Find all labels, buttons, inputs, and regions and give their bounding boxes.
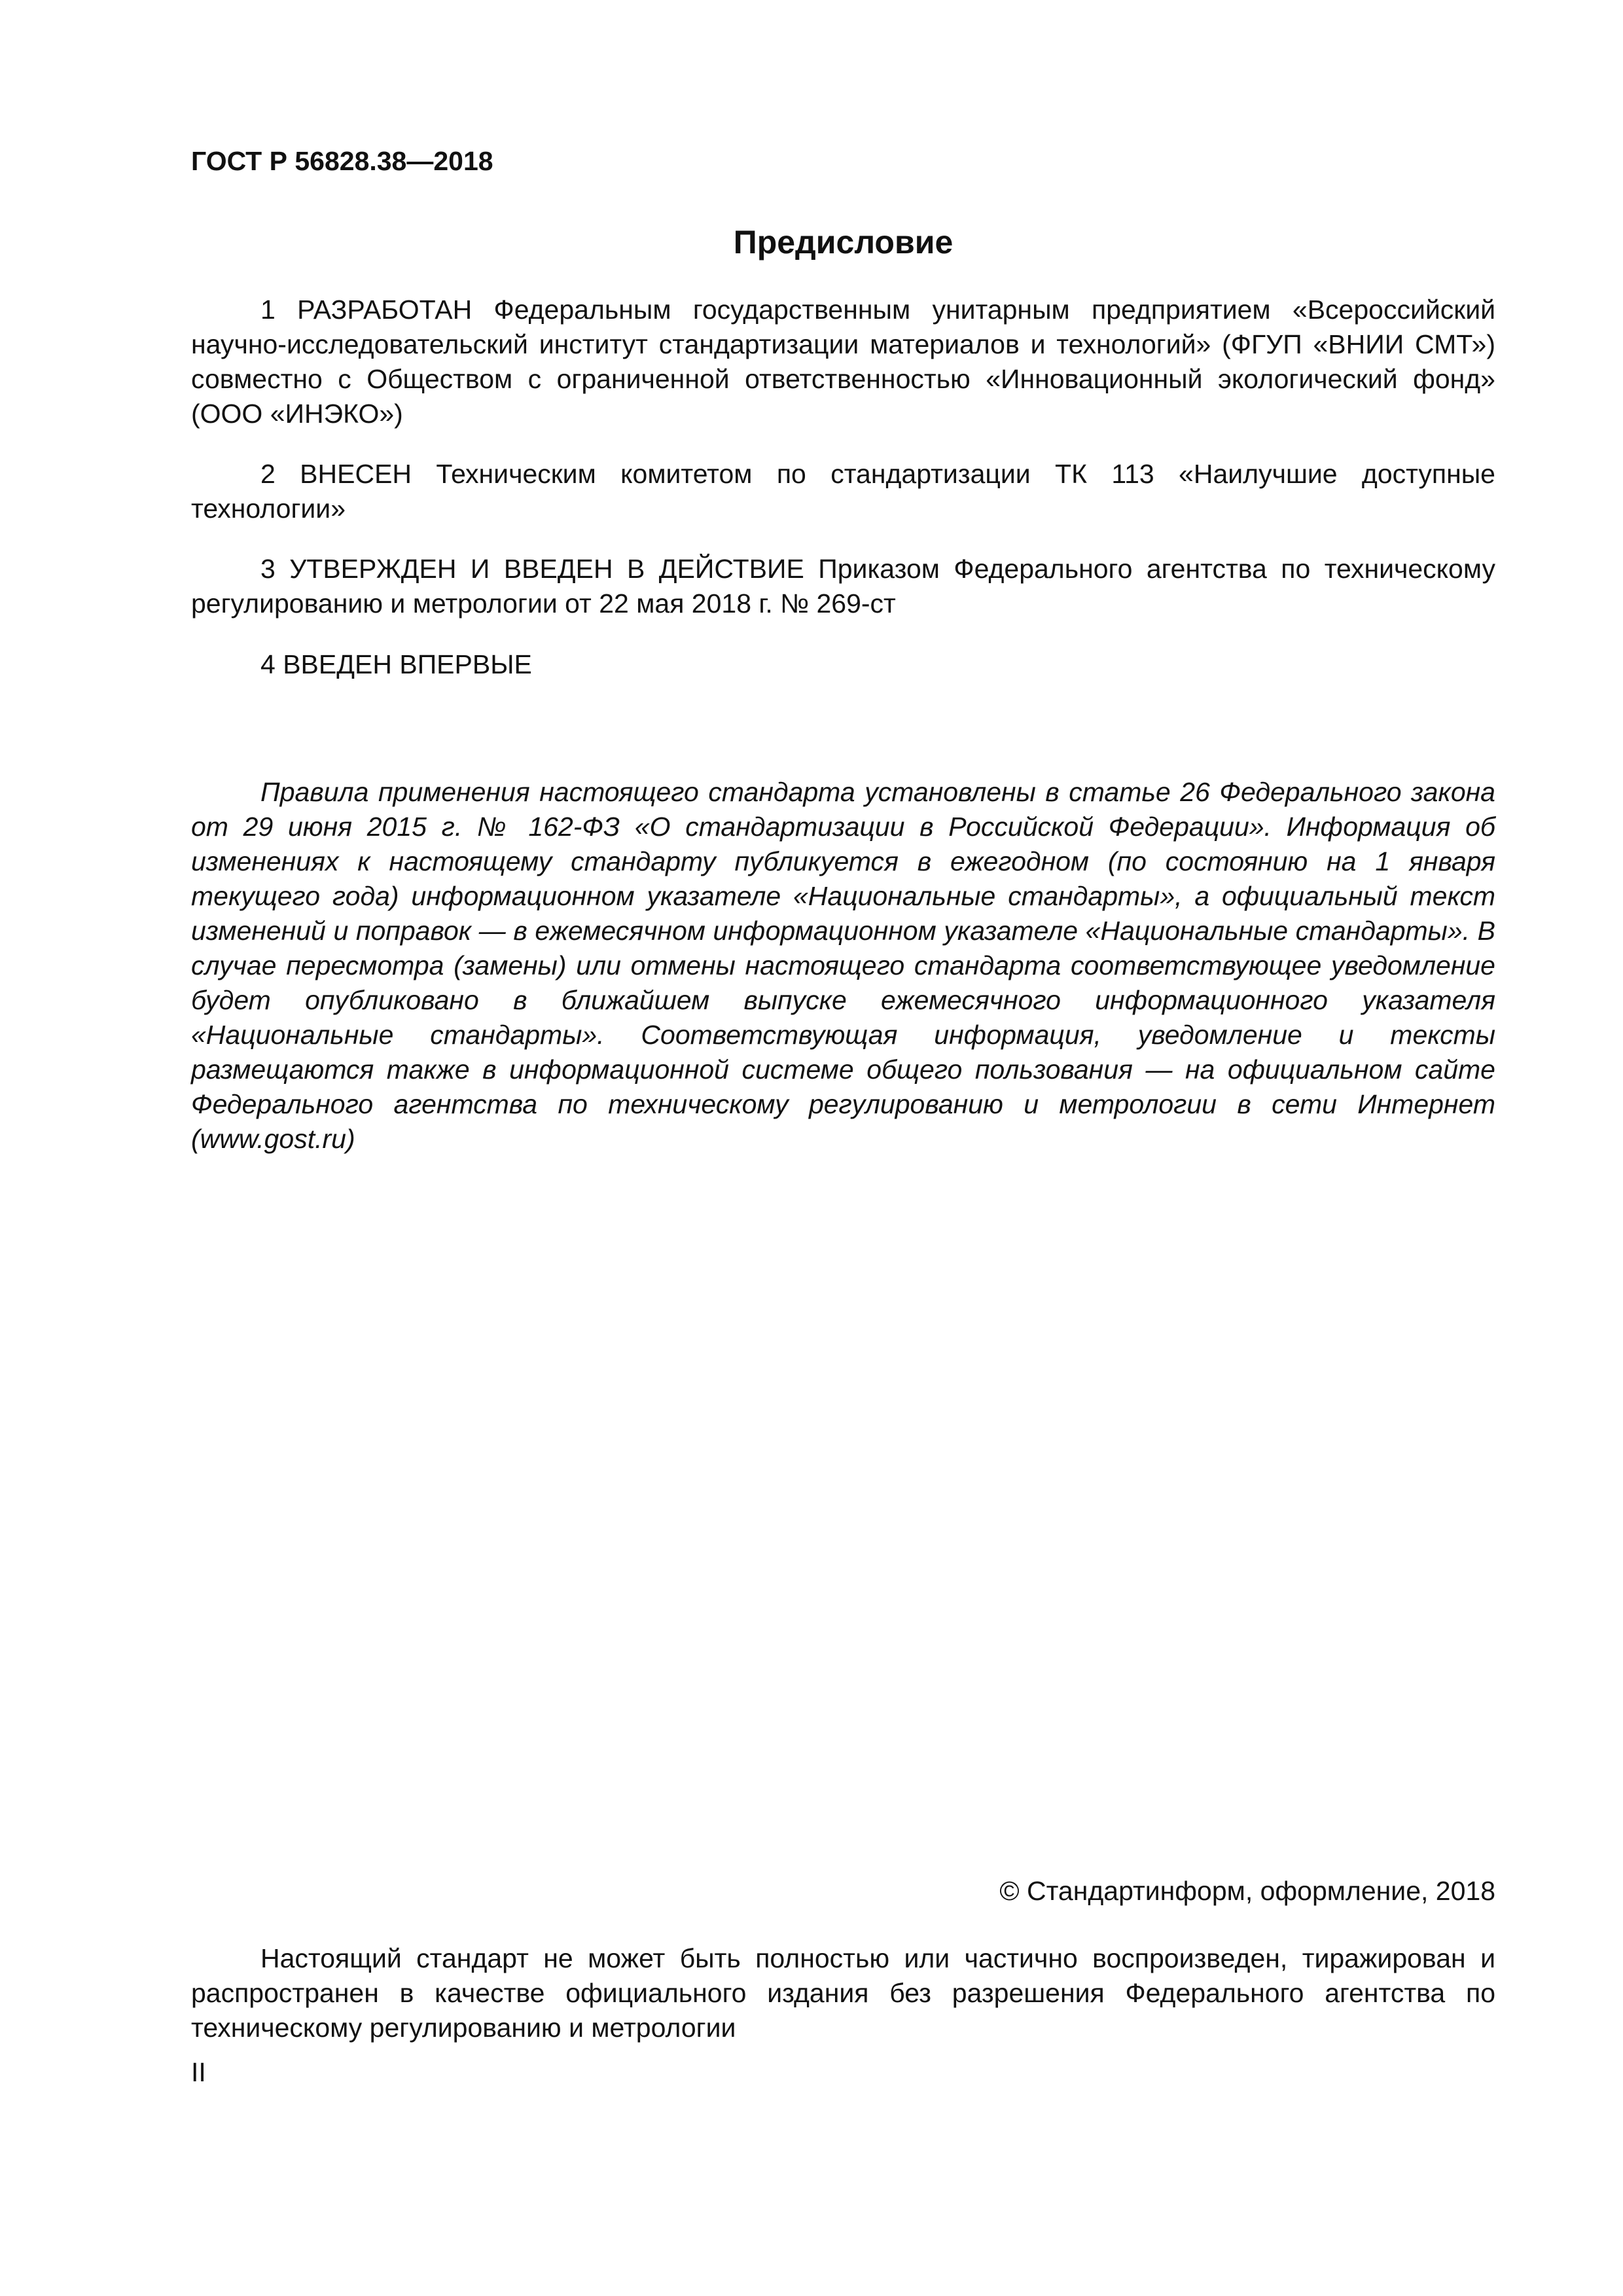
preface-item-3: 3 УТВЕРЖДЕН И ВВЕДЕН В ДЕЙСТВИЕ Приказом Федерального агентства по техническому регулированию и метрологии от 22 мая 2018 г. № 269-ст [191, 554, 1495, 619]
page-number: II [191, 2057, 206, 2087]
preface-item-2: 2 ВНЕСЕН Техническим комитетом по стандартизации ТК 113 «Наилучшие доступные технологии» [191, 459, 1495, 524]
document-code: ГОСТ Р 56828.38—2018 [191, 146, 493, 176]
page-title: Предисловие [733, 224, 954, 260]
copyright-line: © Стандартинформ, оформление, 2018 [999, 1876, 1495, 1906]
reproduction-notice: Настоящий стандарт не может быть полностью или частично воспроизведен, тиражирован и распространен в качестве официального издания без разрешения Федерального агентства по техническому регулированию и метрологии [191, 1943, 1495, 2043]
preface-item-4: 4 ВВЕДЕН ВПЕРВЫЕ [260, 649, 532, 679]
application-notice: Правила применения настоящего стандарта установлены в статье 26 Федерального закона от 29 июня 2015 г. № 162-ФЗ «О стандартизации в Российской Федерации». Информация об изменениях к настоящему стандарту публикуется в ежегодном (по состоянию на 1 января текущего года) информационном указателе «Национальные стандарты», а официальный текст изменений и поправок — в ежемесячном информационном указателе «Национальные стандарты». В случае пересмотра (замены) или отмены настоящего стандарта соответствующее уведомление будет опубликовано в ближайшем выпуске ежемесячного информационного указателя «Национальные стандарты». Соответствующая информация, уведомление и тексты размещаются также в информационной системе общего пользования — на официальном сайте Федерального агентства по техническому регулированию и метрологии в сети Интернет (www.gost.ru) [191, 777, 1495, 1154]
preface-item-1: 1 РАЗРАБОТАН Федеральным государственным унитарным предприятием «Всероссийский научно-исследовательский институт стандартизации материалов и технологий» (ФГУП «ВНИИ СМТ») совместно с Обществом с ограниченной ответственностью «Инновационный экологический фонд» (ООО «ИНЭКО») [191, 295, 1495, 429]
